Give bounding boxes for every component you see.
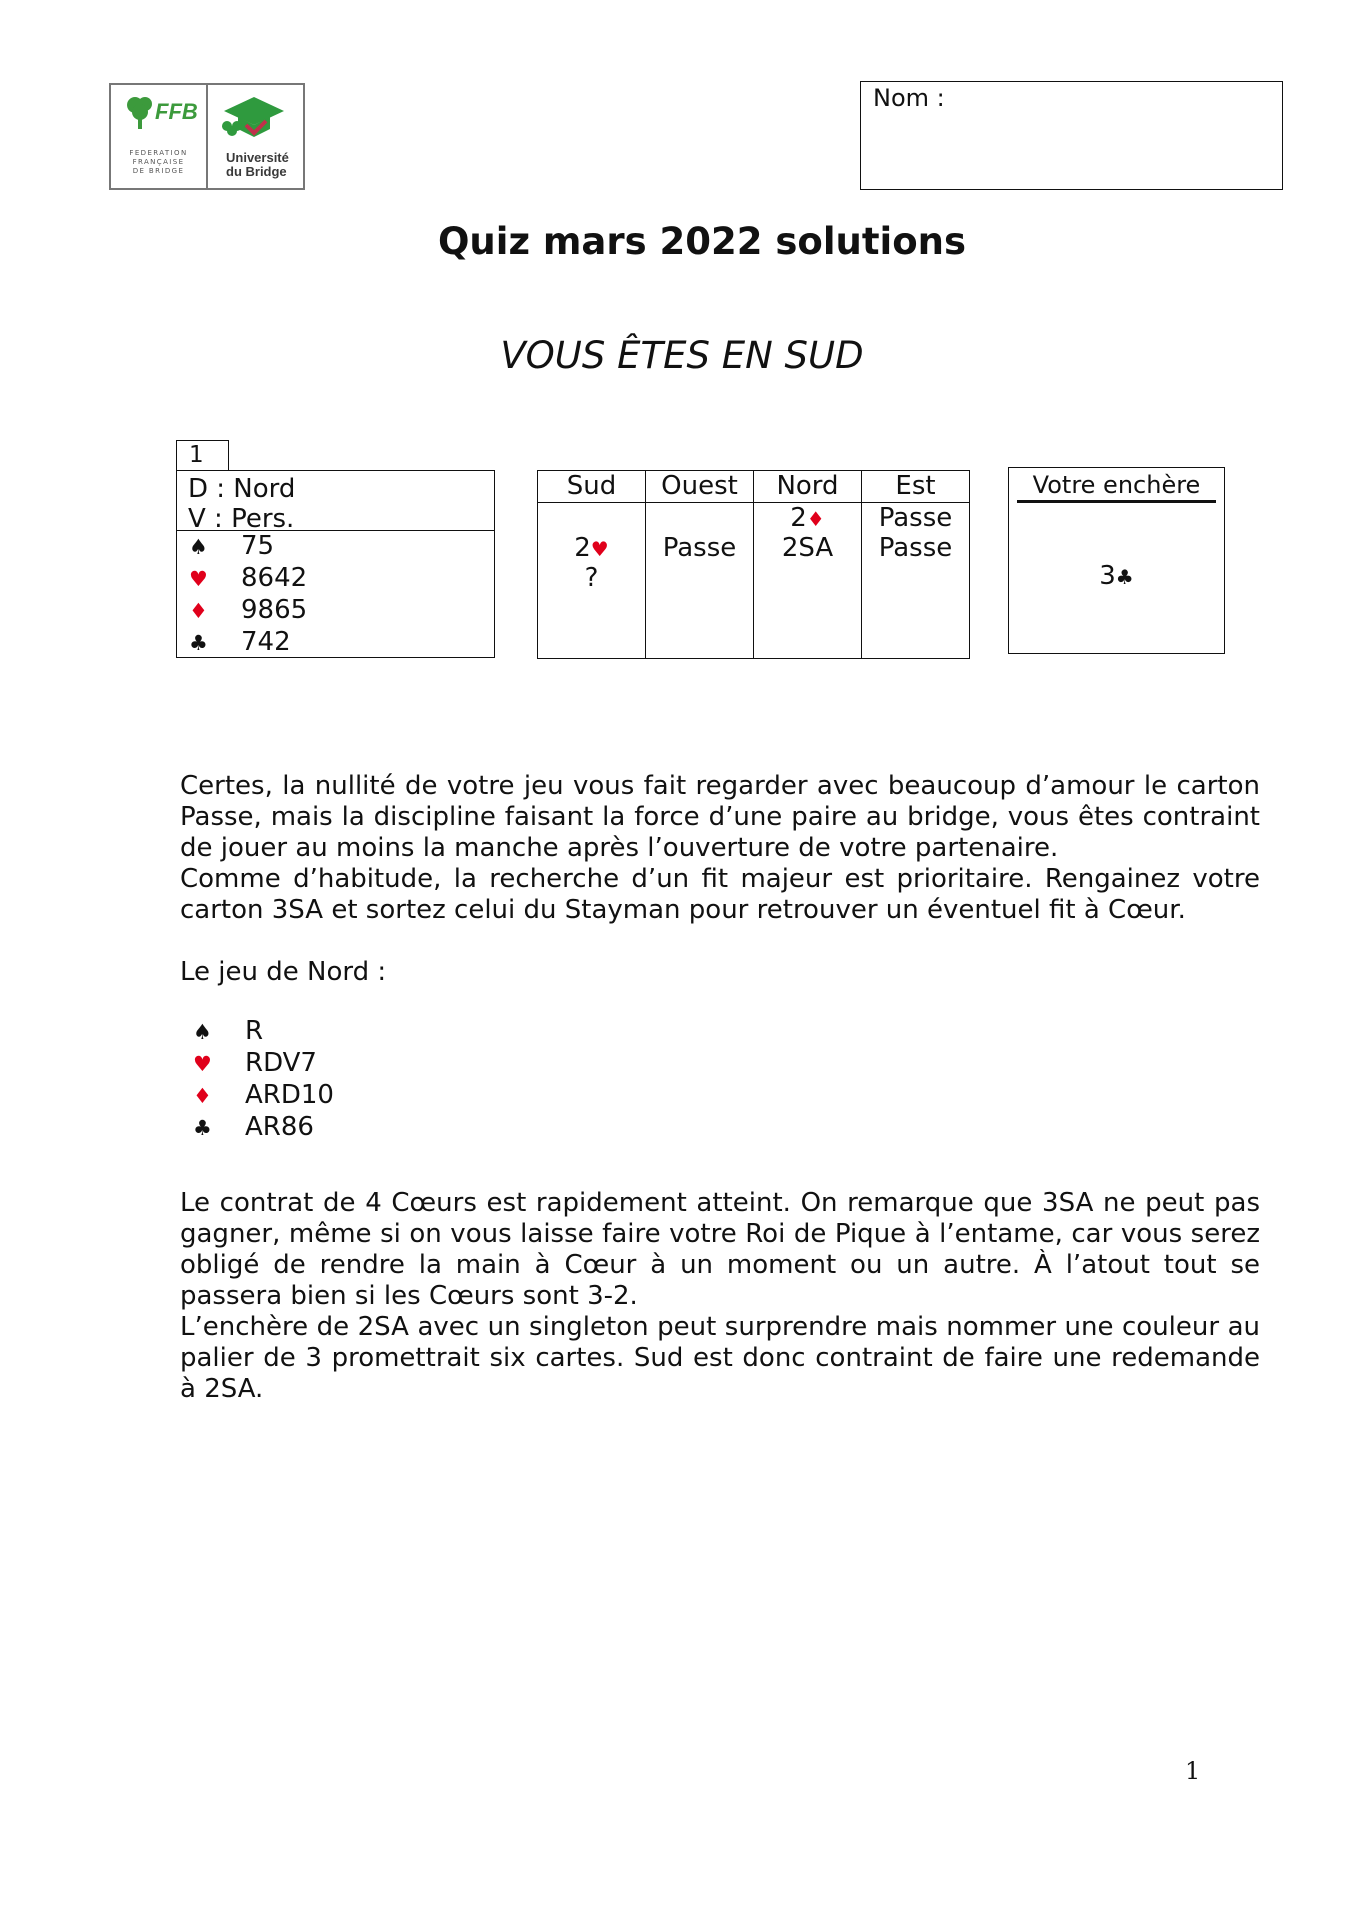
clubs-row: ♣ 742: [189, 627, 291, 657]
heart-icon: ♥: [193, 1052, 212, 1076]
hearts-row: ♥ RDV7: [193, 1048, 317, 1078]
spades-row: ♠ 75: [189, 531, 275, 561]
bid-cell: ?: [584, 563, 599, 593]
deal-info: [177, 471, 494, 534]
explanation-2: [180, 1188, 1260, 1405]
bid-cell: [538, 503, 645, 533]
bid-header: Est: [862, 471, 969, 503]
page-subtitle: VOUS ÊTES EN SUD: [500, 334, 864, 377]
ffb-logo: [111, 85, 206, 188]
bid-cell: [754, 563, 861, 593]
paragraph: Comme d’habitude, la recherche d’un fit majeur est prioritaire. Rengainez votre carton 3SA et sortez celui du Stayman pour retrouver un éventuel fit à Cœur.: [180, 864, 1260, 925]
ffb-logo-subtitle: FEDERATION FRANÇAISE DE BRIDGE: [129, 149, 188, 175]
logo: [109, 83, 305, 190]
answer-value: 3♣: [1099, 561, 1134, 591]
bid-header: Ouest: [646, 471, 753, 503]
spades-row: ♠ R: [193, 1016, 264, 1046]
heart-icon: ♥: [590, 537, 609, 561]
diamonds-row: ♦ ARD10: [193, 1080, 334, 1110]
nord-hand: [193, 1016, 334, 1144]
nom-label: Nom :: [873, 84, 945, 112]
universite-logo-text: Université du Bridge: [226, 150, 289, 179]
bid-column-sud: [538, 471, 645, 658]
paragraph: Le contrat de 4 Cœurs est rapidement atteint. On remarque que 3SA ne peut pas gagner, même si on vous laisse faire votre Roi de Pique à l’entame, car vous serez obligé de rendre la main à Cœur à un moment ou un autre. À l’atout tout se passera bien si les Cœurs sont 3-2.: [180, 1188, 1260, 1311]
bid-cell: 2♥: [574, 533, 609, 563]
clubs-row: ♣ AR86: [193, 1112, 314, 1142]
hearts-row: ♥ 8642: [189, 563, 308, 593]
bid-column-est: [861, 471, 969, 658]
heart-icon: ♥: [189, 567, 208, 591]
deal-number: 1: [176, 440, 229, 471]
bid-cell: Passe: [878, 503, 953, 533]
bid-column-ouest: [645, 471, 753, 658]
bid-cell: [646, 563, 753, 593]
diamond-icon: ♦: [806, 507, 825, 531]
universite-logo: [206, 85, 303, 188]
page-number: 1: [1185, 1757, 1201, 1785]
page-title: Quiz mars 2022 solutions: [437, 220, 967, 263]
spade-icon: ♠: [189, 535, 208, 559]
club-icon: ♣: [189, 631, 208, 655]
vulnerability: V : Pers.: [188, 504, 295, 534]
answer-box: [1008, 467, 1225, 654]
bid-header: Sud: [538, 471, 645, 503]
diamond-icon: ♦: [193, 1084, 212, 1108]
bid-column-nord: [753, 471, 861, 658]
graduation-cap-icon: [222, 95, 286, 145]
nom-field[interactable]: [860, 81, 1283, 190]
bid-cell: Passe: [662, 533, 737, 563]
answer-label: Votre enchère: [1017, 470, 1216, 503]
tree-icon: [123, 95, 159, 131]
explanation-1: [180, 771, 1260, 988]
club-icon: ♣: [1115, 565, 1134, 589]
paragraph: Le jeu de Nord :: [180, 957, 387, 987]
spade-icon: ♠: [193, 1020, 212, 1044]
paragraph: L’enchère de 2SA avec un singleton peut surprendre mais nommer une couleur au palier de 3 promettrait six cartes. Sud est donc contraint de faire une redemande à 2SA.: [180, 1312, 1260, 1404]
dealer: D : Nord: [188, 474, 296, 504]
diamond-icon: ♦: [189, 599, 208, 623]
bid-cell: Passe: [878, 533, 953, 563]
club-icon: ♣: [193, 1116, 212, 1140]
bid-cell: 2♦: [790, 503, 825, 533]
south-hand-box: [176, 470, 495, 658]
ffb-logo-text: FFB: [155, 99, 198, 124]
diamonds-row: ♦ 9865: [189, 595, 308, 625]
bid-cell: [862, 563, 969, 593]
bid-header: Nord: [754, 471, 861, 503]
bid-cell: 2SA: [781, 533, 834, 563]
south-hand-cards: [177, 531, 494, 659]
bidding-table: [537, 470, 970, 659]
bid-cell: [646, 503, 753, 533]
paragraph: Certes, la nullité de votre jeu vous fait regarder avec beaucoup d’amour le carton Passe, mais la discipline faisant la force d’une paire au bridge, vous êtes contraint de jouer au moins la manche après l’ouverture de votre partenaire.: [180, 771, 1260, 863]
